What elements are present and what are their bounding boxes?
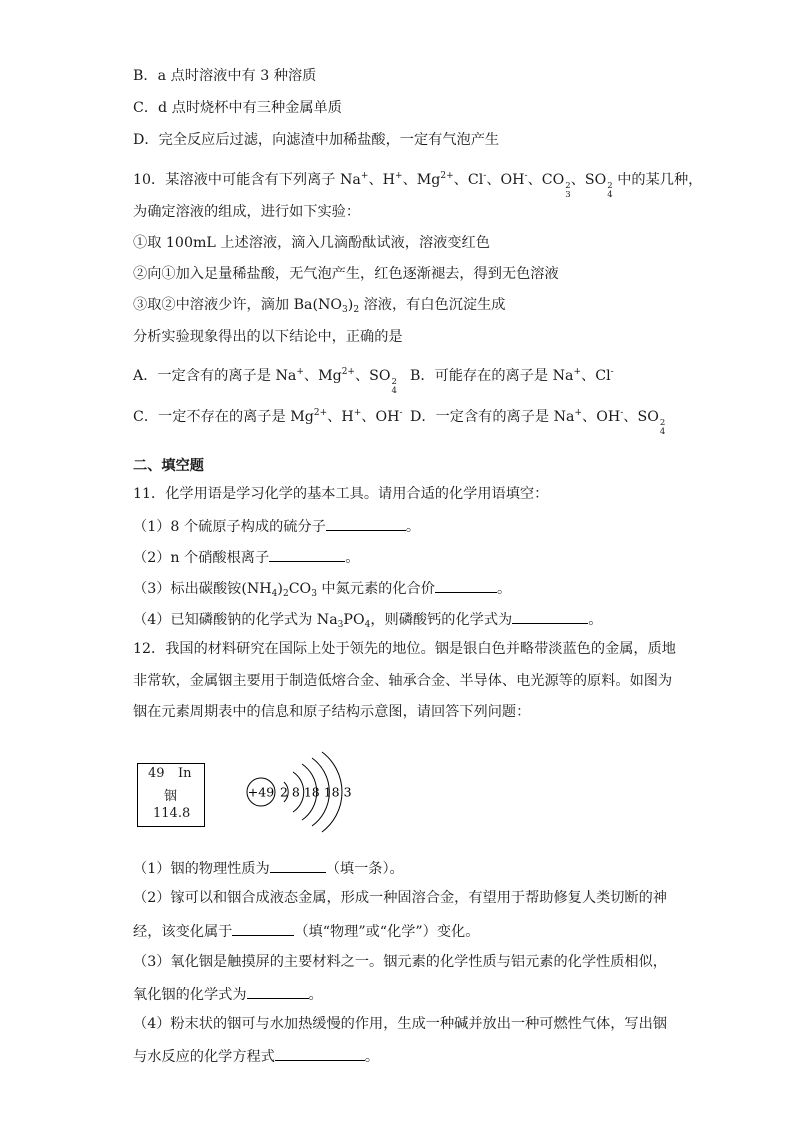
q12-part1: （1）铟的物理性质为 （填一条）。 [133, 857, 404, 879]
q11-part4: （4）已知磷酸钠的化学式为 $Na_3PO_4$，则磷酸钙的化学式为 。 [133, 608, 602, 635]
ion-na: Na+ [340, 171, 369, 188]
q10-step1: ①取 100mL 上述溶液，滴入几滴酚酞试液，溶液变红色 [133, 235, 490, 251]
ion-oh: OH- [500, 171, 528, 188]
q10-option-b: B．可能存在的离子是 Na+、Cl- [410, 367, 614, 384]
q12-part3-line1: （3）氧化铟是触摸屏的主要材料之一。铟元素的化学性质与铝元素的化学性质相似， [133, 954, 667, 970]
q12-part4-line1: （4）粉末状的铟可与水加热缓慢的作用，生成一种碱并放出一种可燃性气体，写出铟 [133, 1016, 667, 1032]
q12-part4-line2: 与水反应的化学方程式 。 [133, 1045, 379, 1067]
q10-step2: ②向①加入足量稀盐酸，无气泡产生，红色逐渐褪去，得到无色溶液 [133, 266, 559, 282]
answer-blank[interactable] [326, 515, 406, 531]
ion-cl: Cl- [467, 171, 487, 188]
q11-stem: 11．化学用语是学习化学的基本工具。请用合适的化学用语填空： [133, 486, 549, 502]
q10-stem-line1: 10．某溶液中可能含有下列离子 Na+、H+、$Mg^{2+}$、Cl-、OH-、CO 2 3 、SO 2 4 中的某几种， [133, 166, 702, 200]
answer-blank[interactable] [435, 577, 497, 593]
answer-blank[interactable] [247, 983, 309, 999]
atomic-structure-diagram [240, 750, 360, 840]
q10-stem-suffix: 中的某几种， [612, 172, 703, 188]
q12-part3-line2: 氧化铟的化学式为 。 [133, 983, 323, 1005]
element-symbol: In [178, 766, 192, 781]
q10-conclusion: 分析实验现象得出的以下结论中，正确的是 [133, 329, 403, 345]
q12-stem-line3: 铟在元素周期表中的信息和原子结构示意图，请回答下列问题： [133, 704, 531, 720]
q11-part1: （1）8 个硫原子构成的硫分子 。 [133, 515, 420, 537]
q12-stem-line1: 12．我国的材料研究在国际上处于领先的地位。铟是银白色并略带淡蓝色的金属，质地 [133, 641, 676, 657]
answer-blank[interactable] [269, 546, 345, 562]
q10-option-a: A．一定含有的离子是 Na+、$Mg^{2+}$、SO 2 4 [133, 367, 397, 396]
periodic-table-card [137, 763, 205, 827]
answer-blank[interactable] [270, 857, 326, 873]
q12-stem-line2: 非常软，金属铟主要用于制造低熔合金、轴承合金、半导体、电光源等的原料。如图为 [133, 673, 673, 689]
ion-co3: CO 2 3 [541, 172, 571, 200]
q10-option-c: C．一定不存在的离子是 $Mg^{2+}$、H+、OH- [133, 408, 403, 425]
ion-mg: $Mg^{2+}$ [416, 171, 454, 188]
option-c-prev: C．d 点时烧杯中有三种金属单质 [133, 100, 342, 116]
q11-part2: （2）n 个硝酸根离子 。 [133, 546, 359, 568]
option-d-prev: D．完全反应后过滤，向滤渣中加稀盐酸，一定有气泡产生 [133, 132, 500, 148]
q10-stem-line2: 为确定溶液的组成，进行如下实验： [133, 204, 361, 220]
ion-so4: SO 2 4 [584, 172, 613, 200]
atomic-mass: 114.8 [153, 806, 191, 821]
answer-blank[interactable] [232, 920, 294, 936]
option-b-prev: B．a 点时溶液中有 3 种溶质 [133, 68, 317, 84]
section-heading: 二、填空题 [133, 458, 204, 474]
answer-blank[interactable] [512, 608, 588, 624]
q12-part2-line2: 经，该变化属于 （填“物理”或“化学”）变化。 [133, 920, 479, 942]
q10-step3: ③取②中溶液少许，滴加 $Ba(NO_3)_2$ 溶液，有白色沉淀生成 [133, 297, 506, 315]
q10-stem-prefix: 10．某溶液中可能含有下列离子 [133, 172, 341, 188]
nucleus-charge: +49 [247, 784, 275, 800]
q10-option-d: D．一定含有的离子是 Na+、OH-、SO 2 4 [410, 408, 666, 437]
element-name: 铟 [164, 789, 178, 804]
q11-part3: （3）标出碳酸铵$(NH_4)_2CO_3$ 中氮元素的化合价 。 [133, 577, 511, 604]
q12-part2-line1: （2）镓可以和铟合成液态金属，形成一种固溶合金，有望用于帮助修复人类切断的神 [133, 890, 667, 906]
shell-electron-counts: 2 8 18 18 3 [280, 784, 352, 800]
atomic-number: 49 [148, 766, 165, 781]
answer-blank[interactable] [275, 1045, 365, 1061]
ion-h: H+ [382, 171, 403, 188]
